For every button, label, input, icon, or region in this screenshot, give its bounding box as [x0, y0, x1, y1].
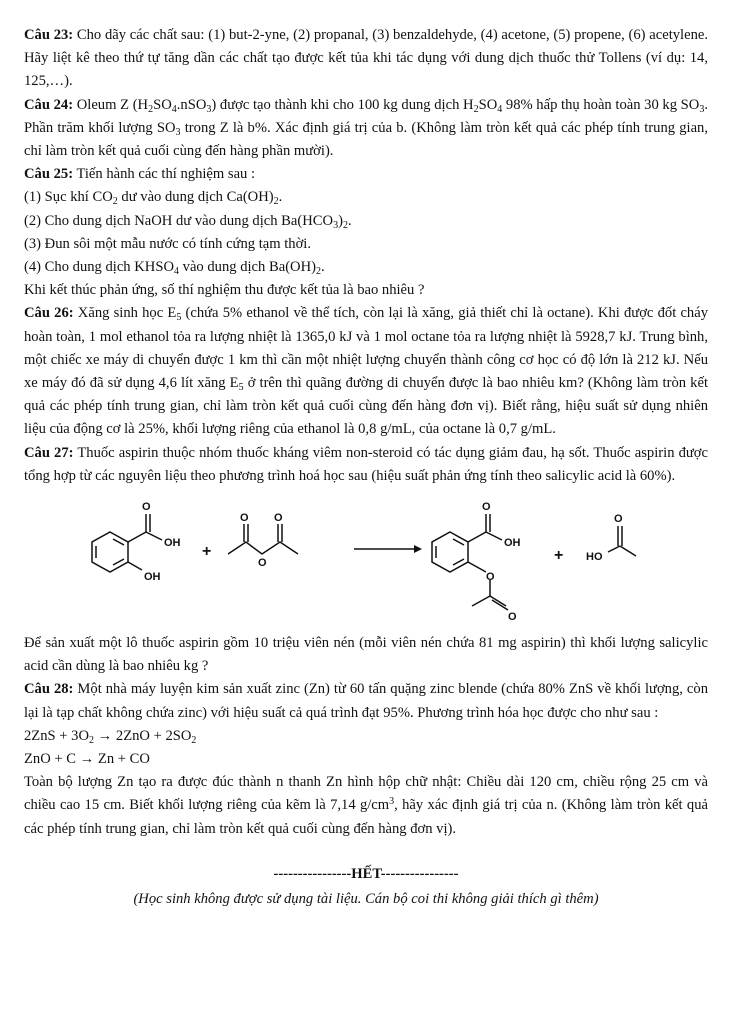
equation-1 [24, 725, 708, 748]
subscript: 2 [316, 266, 321, 278]
carbonyl-oxygen-label: O [614, 513, 623, 526]
question-text: Thuốc aspirin thuộc nhóm thuốc kháng viêm non-steroid có tác dụng giảm đau, hạ sốt. Thuốc aspirin được tổng hợp từ các nguyên liệu theo phương trình hoá học sau (hiệu suất phản ứng tính theo salicylic acid là 60%). [24, 444, 708, 484]
text-run: 98% hấp thụ hoàn toàn 30 kg SO [502, 96, 700, 113]
question-27 [24, 442, 708, 488]
arrow-head [414, 545, 422, 553]
hydroxyl-label: HO [586, 551, 603, 564]
text-run: . Phần trăm khối lượng SO [24, 96, 708, 136]
hydroxyl-label: OH [504, 537, 521, 550]
text-run: SO [153, 96, 172, 113]
hydroxyl-label: OH [164, 537, 181, 550]
text-run: vào dung dịch Ba(OH) [179, 259, 316, 276]
text-run: . [347, 212, 352, 229]
question-25 [24, 163, 708, 186]
question-label: Câu 24: [24, 96, 74, 113]
subscript: 4 [174, 266, 179, 278]
question-label: Câu 28: [24, 681, 74, 698]
text-run: trong Z là b%. Xác định giá trị của b. (Không làm tròn kết quả các phép tính trung gian, chỉ làm tròn kết quả cuối cùng đến hàng phần mười). [24, 119, 708, 160]
experiment-4 [24, 256, 708, 279]
exam-page [24, 24, 708, 911]
text-run: ở trên thì quãng đường di chuyển được là bao nhiêu km? (Không làm tròn kết quả các phép tính trung gian, chỉ làm tròn kết quả cuối cùng đến hàng đơn vị). Biết rằng, hiệu suất sử dụng nhiên liệu của động cơ là 25%, khối lượng riêng của ethanol là 0,8 g/mL, của octane là 0,7 g/mL. [24, 375, 708, 438]
text-run: → 2ZnO + 2SO [94, 727, 192, 744]
text-run: . [278, 189, 283, 206]
question-label: Câu 27: [24, 444, 74, 461]
text-run: (4) Cho dung dịch KHSO [24, 259, 174, 276]
question-26 [24, 302, 708, 441]
question-28-ask [24, 771, 708, 841]
ether-oxygen-label: O [258, 557, 267, 570]
text-run: (2) Cho dung dịch NaOH dư vào dung dịch Ba(HCO [24, 212, 334, 229]
subscript: 2 [273, 196, 279, 208]
question-28 [24, 678, 708, 724]
text-run: Oleum Z (H [73, 96, 149, 113]
subscript: 2 [89, 734, 94, 746]
subscript: 3 [333, 219, 339, 231]
experiment-2 [24, 210, 708, 233]
subscript: 2 [473, 103, 479, 115]
question-27-ask: Để sản xuất một lô thuốc aspirin gồm 10 triệu viên nén (mỗi viên nén chứa 81 mg aspirin) thì khối lượng salicylic acid cần dùng là bao nhiêu kg ? [24, 635, 708, 675]
text-run: dư vào dung dịch Ca(OH) [117, 189, 274, 206]
carbonyl-oxygen-label: O [482, 501, 491, 514]
plus-sign: + [202, 543, 212, 561]
subscript: 2 [148, 103, 154, 115]
question-label: Câu 26: [24, 305, 74, 322]
text-run: Xăng sinh học E [73, 305, 177, 322]
carbonyl-oxygen-label: O [508, 611, 517, 624]
question-text: Một nhà máy luyện kim sản xuất zinc (Zn) từ 60 tấn quặng zinc blende (chứa 80% ZnS về khối lượng, còn lại là tạp chất không chứa zinc) với hiệu suất cả quá trình đạt 95%. Phương trình hóa học được cho như sau : [24, 681, 708, 721]
hydroxyl-label: OH [144, 571, 161, 584]
question-24 [24, 94, 708, 164]
text-run: (1) Sục khí CO [24, 189, 113, 206]
benzene-ring-1 [92, 532, 128, 572]
text-run: Toàn bộ lượng Zn tạo ra được đúc thành n thanh Zn hình hộp chữ nhật: Chiều dài 120 cm, chiều rộng 25 cm và chiều cao 15 cm. Biết khối lượng riêng của kẽm là 7,14 g/cm [24, 774, 708, 814]
question-label: Câu 23: [24, 27, 74, 43]
text-run: ) được tạo thành khi cho 100 kg dung dịch H [211, 96, 474, 113]
question-23 [24, 24, 708, 94]
benzene-ring-2 [432, 532, 468, 572]
question-text: Tiến hành các thí nghiệm sau : [73, 166, 256, 183]
reaction-scheme-svg [24, 488, 708, 632]
carbonyl-oxygen-label: O [240, 512, 249, 525]
end-marker: ----------------HẾT---------------- [273, 865, 459, 882]
text-run: , hãy xác định giá trị của n. (Không làm tròn kết quả các phép tính trung gian, chỉ làm tròn kết quả cuối cùng đến hàng đơn vị). [24, 797, 708, 837]
subscript: 4 [497, 103, 503, 115]
subscript: 3 [206, 103, 212, 115]
question-text: Cho dãy các chất sau: (1) but-2-yne, (2) propanal, (3) benzaldehyde, (4) acetone, (5) propene, (6) acetylene. Hãy liệt kê theo thứ tự tăng dần các chất tạo được kết tủa khi tác dụng với dung dịch thuốc thử Tollens (ví dụ: 14, 125,…). [24, 27, 709, 90]
experiment-3: (3) Đun sôi một mẫu nước có tính cứng tạm thời. [24, 235, 312, 252]
subscript: 5 [238, 382, 244, 394]
subscript: 5 [176, 312, 182, 324]
text-run: ) [338, 212, 343, 229]
ester-oxygen-label: O [486, 571, 495, 584]
subscript: 3 [175, 126, 181, 138]
text-run: (chứa 5% ethanol về thể tích, còn lại là xăng, giả thiết chỉ là octane). Khi được đốt cháy hoàn toàn, 1 mol ethanol tỏa ra lượng nhiệt là 1365,0 kJ và 1 mol octane tỏa ra lượng nhiệt là 5928,7 kJ. Trung bình, một chiếc xe máy di chuyển được 1 km thì cần một nhiệt lượng chuyển thành công cơ học có độ lớn là 212 kJ. Nếu xe máy đó đã sử dụng 4,6 lít xăng E [24, 305, 708, 392]
subscript: 3 [699, 103, 705, 115]
footer-note: (Học sinh không được sử dụng tài liệu. Cán bộ coi thi không giải thích gì thêm) [133, 891, 599, 908]
carbonyl-oxygen-label: O [142, 501, 151, 514]
text-run: SO [478, 96, 498, 113]
plus-sign: + [554, 547, 564, 565]
question-25-ask: Khi kết thúc phản ứng, số thí nghiệm thu được kết tủa là bao nhiêu ? [24, 282, 425, 299]
text-run: .nSO [176, 96, 207, 113]
subscript: 2 [112, 196, 118, 208]
text-run: . [321, 259, 325, 276]
carbonyl-oxygen-label: O [274, 512, 283, 525]
text-run: 2ZnS + 3O [24, 727, 89, 744]
aspirin-reaction-scheme [24, 488, 708, 632]
question-label: Câu 25: [24, 166, 74, 183]
experiment-1 [24, 186, 708, 209]
subscript: 4 [171, 103, 177, 115]
equation-2: ZnO + C → Zn + CO [24, 751, 150, 768]
superscript: 3 [389, 796, 395, 808]
subscript: 2 [342, 219, 348, 231]
subscript: 2 [191, 734, 197, 746]
